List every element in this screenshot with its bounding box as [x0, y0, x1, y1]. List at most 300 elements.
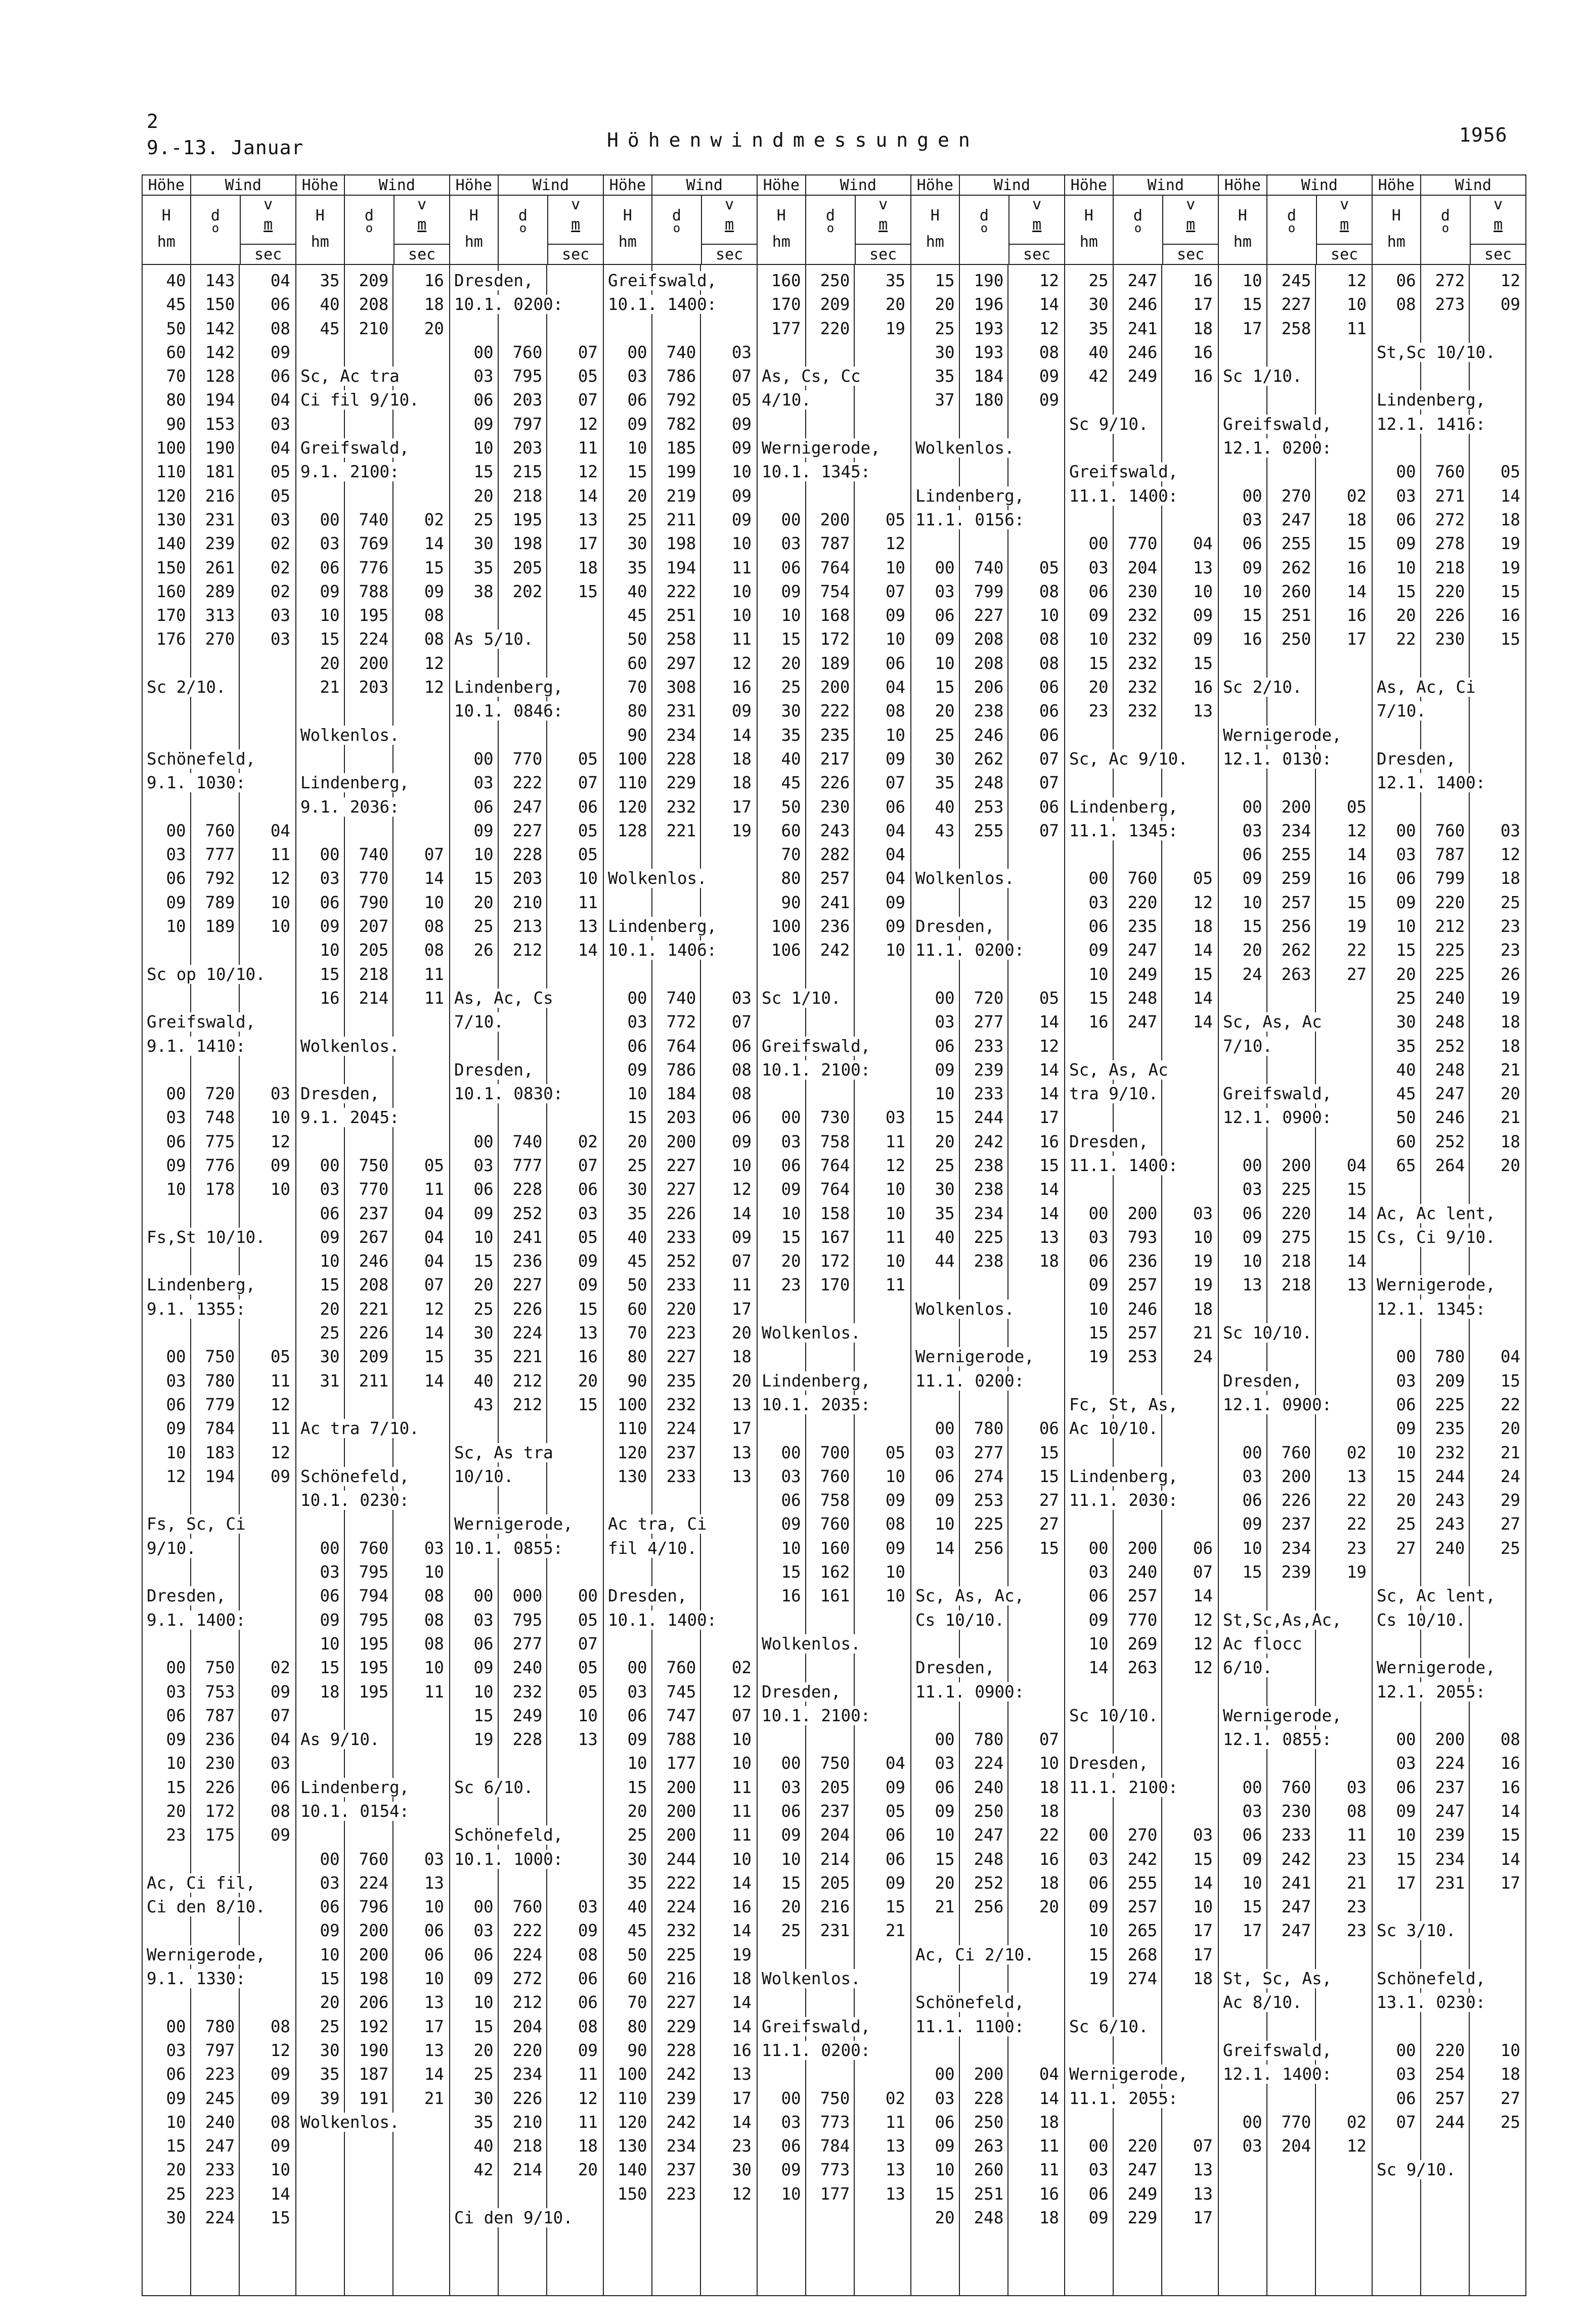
speed-cell: 08 — [1039, 630, 1059, 649]
text-line — [450, 1058, 603, 1082]
station-note: Dresden, — [608, 1586, 687, 1606]
text-line — [450, 1848, 603, 1871]
speed-cell: 11 — [578, 438, 598, 458]
text-line — [758, 1082, 910, 1106]
table-row — [450, 1393, 603, 1417]
speed-cell: 09 — [270, 1466, 290, 1486]
station-note: 11.1. 2055: — [1069, 2088, 1178, 2108]
text-line — [1219, 1321, 1372, 1345]
table-row — [1065, 604, 1218, 628]
height-cell: 15 — [1242, 1897, 1262, 1917]
table-row — [1065, 1202, 1218, 1226]
speed-cell: 16 — [424, 271, 444, 290]
table-row — [1065, 1848, 1218, 1871]
table-row — [1219, 1871, 1372, 1895]
table-row — [450, 1130, 603, 1154]
speed-cell: 05 — [578, 367, 598, 386]
height-cell: 03 — [1088, 892, 1109, 912]
v-label: v — [1186, 196, 1196, 213]
speed-cell: 22 — [1346, 1491, 1367, 1510]
text-line — [1065, 484, 1218, 508]
direction-cell: 224 — [512, 1945, 543, 1964]
hoehe-header: Höhe — [296, 175, 345, 195]
text-line — [1219, 1728, 1372, 1752]
direction-cell: 248 — [974, 773, 1004, 793]
station-note: St, Sc, As, — [1223, 1969, 1332, 1989]
text-line — [1065, 1082, 1218, 1106]
height-cell: 03 — [1396, 486, 1416, 506]
height-cell: 09 — [935, 1491, 955, 1510]
height-cell: 45 — [1396, 1084, 1416, 1104]
height-cell: 03 — [320, 1180, 340, 1199]
station-note: 10.1. 1400: — [608, 295, 717, 315]
height-cell: 10 — [473, 438, 494, 458]
speed-cell: 11 — [885, 1275, 905, 1295]
sec-label: sec — [1331, 246, 1358, 263]
height-cell: 06 — [781, 1491, 801, 1510]
speed-cell: 11 — [1039, 2136, 1059, 2156]
text-line — [450, 2206, 603, 2230]
speed-cell: 11 — [578, 892, 598, 912]
table-row — [911, 699, 1064, 723]
degree-label: o — [365, 221, 373, 235]
text-line — [296, 1776, 449, 1800]
table-row — [296, 604, 449, 628]
station-note: Sc 2/10. — [1223, 678, 1302, 697]
direction-cell: 792 — [666, 390, 696, 410]
table-row — [143, 1369, 295, 1393]
speed-cell: 20 — [1500, 1155, 1520, 1175]
direction-cell: 252 — [666, 1252, 696, 1271]
speed-cell: 10 — [885, 1562, 905, 1582]
text-line — [1373, 2158, 1525, 2182]
table-row — [1373, 1512, 1525, 1536]
h-label: H — [315, 207, 325, 225]
direction-cell: 240 — [1435, 988, 1465, 1008]
speed-cell: 07 — [578, 390, 598, 410]
height-cell: 40 — [473, 1371, 494, 1391]
height-cell: 03 — [320, 1873, 340, 1893]
direction-cell: 258 — [666, 630, 696, 649]
direction-cell: 270 — [1281, 486, 1311, 506]
direction-cell: 230 — [205, 1754, 235, 1773]
height-cell: 70 — [627, 1993, 647, 2013]
table-row — [604, 1298, 757, 1321]
table-row — [143, 1393, 295, 1417]
text-line — [1373, 724, 1525, 747]
height-cell: 60 — [1396, 1132, 1416, 1151]
direction-cell: 245 — [1281, 271, 1311, 290]
table-row — [143, 580, 295, 604]
table-row — [911, 1512, 1064, 1536]
speed-cell: 10 — [731, 534, 752, 554]
direction-cell: 200 — [820, 678, 850, 697]
direction-cell: 242 — [666, 2065, 696, 2084]
height-cell: 170 — [156, 606, 186, 625]
speed-cell: 10 — [1193, 1897, 1213, 1917]
height-cell: 00 — [781, 1443, 801, 1462]
direction-cell: 786 — [666, 1060, 696, 1080]
speed-cell: 04 — [1500, 1347, 1520, 1367]
speed-cell: 05 — [270, 1347, 290, 1367]
height-cell: 00 — [1242, 797, 1262, 817]
text-line — [1373, 1298, 1525, 1321]
height-cell: 09 — [1088, 1897, 1109, 1917]
direction-cell: 235 — [820, 725, 850, 745]
height-cell: 00 — [781, 510, 801, 529]
text-line — [1219, 2063, 1372, 2086]
height-cell: 12 — [166, 1466, 186, 1486]
station-note: Greifswald, — [1223, 2040, 1332, 2060]
direction-cell: 224 — [359, 1873, 389, 1893]
speed-cell: 03 — [270, 606, 290, 625]
height-cell: 16 — [781, 1586, 801, 1606]
height-cell: 06 — [320, 558, 340, 577]
table-row — [296, 915, 449, 938]
speed-cell: 14 — [1500, 486, 1520, 506]
direction-cell: 220 — [1435, 2040, 1465, 2060]
direction-cell: 252 — [974, 1873, 1004, 1893]
direction-cell: 246 — [1435, 1108, 1465, 1128]
text-line — [296, 1512, 449, 1536]
direction-cell: 216 — [666, 1969, 696, 1989]
height-cell: 140 — [156, 534, 186, 554]
speed-cell: 08 — [424, 1586, 444, 1606]
direction-cell: 232 — [512, 1682, 543, 1702]
text-line — [1065, 1704, 1218, 1728]
direction-cell: 247 — [1127, 1012, 1158, 1032]
speed-cell: 16 — [731, 2040, 752, 2060]
table-row — [1373, 867, 1525, 890]
text-line — [143, 724, 295, 747]
wind-header: Wind — [378, 176, 415, 194]
speed-cell: 04 — [885, 869, 905, 888]
table-row — [1219, 1512, 1372, 1536]
table-row — [758, 1800, 910, 1823]
direction-cell: 225 — [1435, 1395, 1465, 1414]
height-cell: 10 — [781, 2184, 801, 2204]
table-row — [1373, 819, 1525, 843]
text-line — [1219, 1369, 1372, 1393]
table-row — [1373, 1848, 1525, 1871]
direction-cell: 240 — [1435, 1538, 1465, 1558]
table-row — [1065, 2182, 1218, 2206]
speed-cell: 09 — [1500, 295, 1520, 315]
direction-cell: 787 — [1435, 845, 1465, 865]
table-row — [1219, 938, 1372, 962]
table-row — [911, 652, 1064, 676]
station-note: 10.1. 1406: — [608, 941, 717, 960]
table-row — [143, 532, 295, 556]
text-line — [911, 1943, 1064, 1967]
direction-cell: 270 — [1127, 1825, 1158, 1845]
direction-cell: 196 — [974, 295, 1004, 315]
speed-cell: 11 — [424, 1180, 444, 1199]
station-note: Lindenberg, — [300, 773, 410, 793]
table-row — [604, 1943, 757, 1967]
column-header — [1065, 175, 1218, 265]
speed-cell: 19 — [1193, 1252, 1213, 1271]
height-cell: 10 — [166, 2112, 186, 2132]
direction-cell: 250 — [974, 2112, 1004, 2132]
table-row — [758, 1871, 910, 1895]
height-cell: 35 — [627, 1873, 647, 1893]
text-line — [911, 460, 1064, 484]
text-line — [758, 365, 910, 388]
direction-cell: 198 — [512, 534, 543, 554]
text-line — [450, 1441, 603, 1465]
speed-cell: 12 — [578, 462, 598, 482]
speed-cell: 17 — [424, 2017, 444, 2036]
speed-cell: 07 — [1193, 1562, 1213, 1582]
speed-cell: 09 — [1193, 606, 1213, 625]
direction-cell: 779 — [205, 1395, 235, 1414]
table-row — [296, 508, 449, 532]
speed-cell: 10 — [1346, 295, 1367, 315]
height-cell: 42 — [473, 2160, 494, 2180]
text-line — [1219, 1967, 1372, 1991]
speed-cell: 04 — [270, 271, 290, 290]
text-line — [911, 891, 1064, 915]
text-line — [1065, 1680, 1218, 1704]
direction-cell: 200 — [974, 2065, 1004, 2084]
speed-cell: 13 — [1346, 1466, 1367, 1486]
text-line — [1065, 1106, 1218, 1130]
text-line — [450, 1537, 603, 1560]
speed-cell: 10 — [1039, 606, 1059, 625]
direction-cell: 248 — [974, 1849, 1004, 1869]
speed-cell: 20 — [885, 295, 905, 315]
speed-cell: 08 — [885, 1514, 905, 1534]
direction-cell: 238 — [974, 701, 1004, 721]
table-row — [604, 1010, 757, 1034]
direction-cell: 235 — [1127, 917, 1158, 936]
height-cell: 106 — [771, 941, 801, 960]
direction-cell: 220 — [1435, 892, 1465, 912]
table-row — [296, 580, 449, 604]
speed-cell: 02 — [270, 558, 290, 577]
text-line — [296, 1704, 449, 1728]
height-cell: 06 — [166, 2065, 186, 2084]
speed-cell: 05 — [885, 1802, 905, 1821]
sec-label: sec — [1177, 246, 1205, 263]
height-cell: 08 — [1396, 295, 1416, 315]
table-row — [1219, 795, 1372, 819]
text-line — [296, 1465, 449, 1489]
direction-cell: 760 — [512, 342, 543, 362]
height-cell: 03 — [1242, 821, 1262, 840]
table-row — [758, 1226, 910, 1249]
direction-cell: 232 — [1127, 678, 1158, 697]
table-column — [1219, 175, 1373, 2295]
text-line — [758, 1680, 910, 1704]
speed-cell: 27 — [1039, 1491, 1059, 1510]
height-cell: 90 — [166, 414, 186, 434]
speed-cell: 09 — [1039, 390, 1059, 410]
text-line — [758, 1058, 910, 1082]
speed-cell: 16 — [1039, 1849, 1059, 1869]
text-line — [911, 532, 1064, 556]
speed-cell: 15 — [1500, 1825, 1520, 1845]
speed-cell: 09 — [270, 2088, 290, 2108]
speed-cell: 24 — [1500, 1466, 1520, 1486]
station-note: Ci fil 9/10. — [300, 390, 419, 410]
table-row — [143, 891, 295, 915]
text-line — [604, 1537, 757, 1560]
speed-cell: 13 — [885, 2160, 905, 2180]
direction-cell: 251 — [1281, 606, 1311, 625]
height-cell: 09 — [320, 1610, 340, 1630]
station-note: Sc 10/10. — [1223, 1323, 1312, 1343]
height-cell: 25 — [320, 2017, 340, 2036]
direction-cell: 270 — [205, 630, 235, 649]
height-cell: 19 — [473, 1730, 494, 1750]
speed-cell: 11 — [885, 1132, 905, 1151]
table-row — [604, 388, 757, 412]
speed-cell: 10 — [424, 1562, 444, 1582]
table-row — [143, 413, 295, 436]
speed-cell: 03 — [270, 1754, 290, 1773]
height-cell: 10 — [1242, 1538, 1262, 1558]
height-cell: 00 — [1088, 1538, 1109, 1558]
table-row — [1373, 1106, 1525, 1130]
text-line — [1373, 413, 1525, 436]
station-note: Sc 9/10. — [1377, 2160, 1456, 2180]
table-row — [911, 269, 1064, 293]
height-cell: 20 — [935, 1132, 955, 1151]
station-note: Sc, As tra — [454, 1443, 553, 1462]
height-cell: 09 — [1396, 534, 1416, 554]
table-row — [911, 2087, 1064, 2111]
speed-cell: 04 — [1346, 1155, 1367, 1175]
speed-cell: 09 — [270, 2065, 290, 2084]
direction-cell: 206 — [359, 1993, 389, 2013]
height-cell: 03 — [473, 1155, 494, 1175]
height-cell: 120 — [617, 797, 647, 817]
speed-cell: 18 — [1500, 510, 1520, 529]
direction-cell: 191 — [359, 2088, 389, 2108]
direction-cell: 780 — [1435, 1347, 1465, 1367]
text-line — [758, 1393, 910, 1417]
height-cell: 06 — [1088, 582, 1109, 601]
table-row — [296, 1680, 449, 1704]
direction-cell: 234 — [512, 2065, 543, 2084]
height-cell: 120 — [617, 2112, 647, 2132]
height-cell: 06 — [781, 2136, 801, 2156]
speed-cell: 20 — [578, 1371, 598, 1391]
table-row — [911, 317, 1064, 341]
speed-cell: 08 — [270, 2112, 290, 2132]
height-cell: 09 — [1242, 1227, 1262, 1247]
direction-cell: 250 — [974, 1802, 1004, 1821]
height-cell: 17 — [1242, 319, 1262, 338]
hm-label: hm — [926, 233, 944, 251]
table-row — [1065, 1943, 1218, 1967]
table-row — [758, 1584, 910, 1608]
direction-cell: 234 — [666, 2136, 696, 2156]
speed-cell: 12 — [270, 1132, 290, 1151]
table-row — [143, 1465, 295, 1489]
table-row — [143, 1728, 295, 1752]
height-cell: 00 — [320, 1155, 340, 1175]
table-row — [758, 580, 910, 604]
speed-cell: 16 — [1193, 271, 1213, 290]
station-note: Dresden, — [915, 1658, 995, 1678]
direction-cell: 242 — [1281, 1849, 1311, 1869]
direction-cell: 200 — [1127, 1538, 1158, 1558]
height-cell: 17 — [1396, 1873, 1416, 1893]
direction-cell: 239 — [205, 534, 235, 554]
text-line — [758, 388, 910, 412]
text-line — [1373, 1895, 1525, 1919]
speed-cell: 21 — [885, 1921, 905, 1941]
speed-cell: 11 — [270, 845, 290, 865]
direction-cell: 210 — [512, 892, 543, 912]
text-line — [296, 460, 449, 484]
speed-cell: 19 — [1193, 1275, 1213, 1295]
direction-cell: 244 — [974, 1108, 1004, 1128]
direction-cell: 177 — [820, 2184, 850, 2204]
direction-cell: 263 — [1127, 1658, 1158, 1678]
speed-cell: 06 — [578, 797, 598, 817]
height-cell: 38 — [473, 582, 494, 601]
height-cell: 20 — [473, 892, 494, 912]
speed-cell: 11 — [578, 2112, 598, 2132]
table-row — [296, 1226, 449, 1249]
text-line — [1219, 2087, 1372, 2111]
direction-cell: 267 — [359, 1227, 389, 1247]
station-note: Dresden, — [1069, 1132, 1149, 1151]
table-row — [911, 2111, 1064, 2134]
direction-cell: 000 — [512, 1586, 543, 1606]
text-line — [1065, 2063, 1218, 2086]
text-line — [911, 1967, 1064, 1991]
height-cell: 03 — [1396, 1754, 1416, 1773]
table-row — [450, 365, 603, 388]
direction-cell: 194 — [205, 1466, 235, 1486]
direction-cell: 750 — [820, 1754, 850, 1773]
text-line — [758, 484, 910, 508]
text-line — [604, 1489, 757, 1512]
height-cell: 09 — [1396, 892, 1416, 912]
text-line — [1065, 1512, 1218, 1536]
station-note: As, Ac, Ci — [1377, 678, 1476, 697]
height-cell: 16 — [1242, 630, 1262, 649]
height-cell: 10 — [166, 1754, 186, 1773]
text-line — [450, 1800, 603, 1823]
table-row — [296, 556, 449, 580]
table-row — [758, 1848, 910, 1871]
degree-label: o — [1441, 221, 1450, 235]
text-line — [450, 2182, 603, 2206]
height-cell: 09 — [473, 821, 494, 840]
table-row — [450, 1895, 603, 1919]
d-label: d — [210, 207, 220, 225]
text-line — [450, 1776, 603, 1800]
text-line — [143, 1991, 295, 2015]
table-row — [296, 2063, 449, 2086]
table-row — [450, 1632, 603, 1656]
height-cell: 170 — [771, 295, 801, 315]
speed-cell: 09 — [1039, 367, 1059, 386]
speed-cell: 14 — [1193, 988, 1213, 1008]
text-line — [143, 1632, 295, 1656]
direction-cell: 253 — [974, 1491, 1004, 1510]
text-line — [450, 604, 603, 628]
table-row — [450, 771, 603, 795]
direction-cell: 225 — [666, 1945, 696, 1964]
direction-cell: 177 — [666, 1754, 696, 1773]
